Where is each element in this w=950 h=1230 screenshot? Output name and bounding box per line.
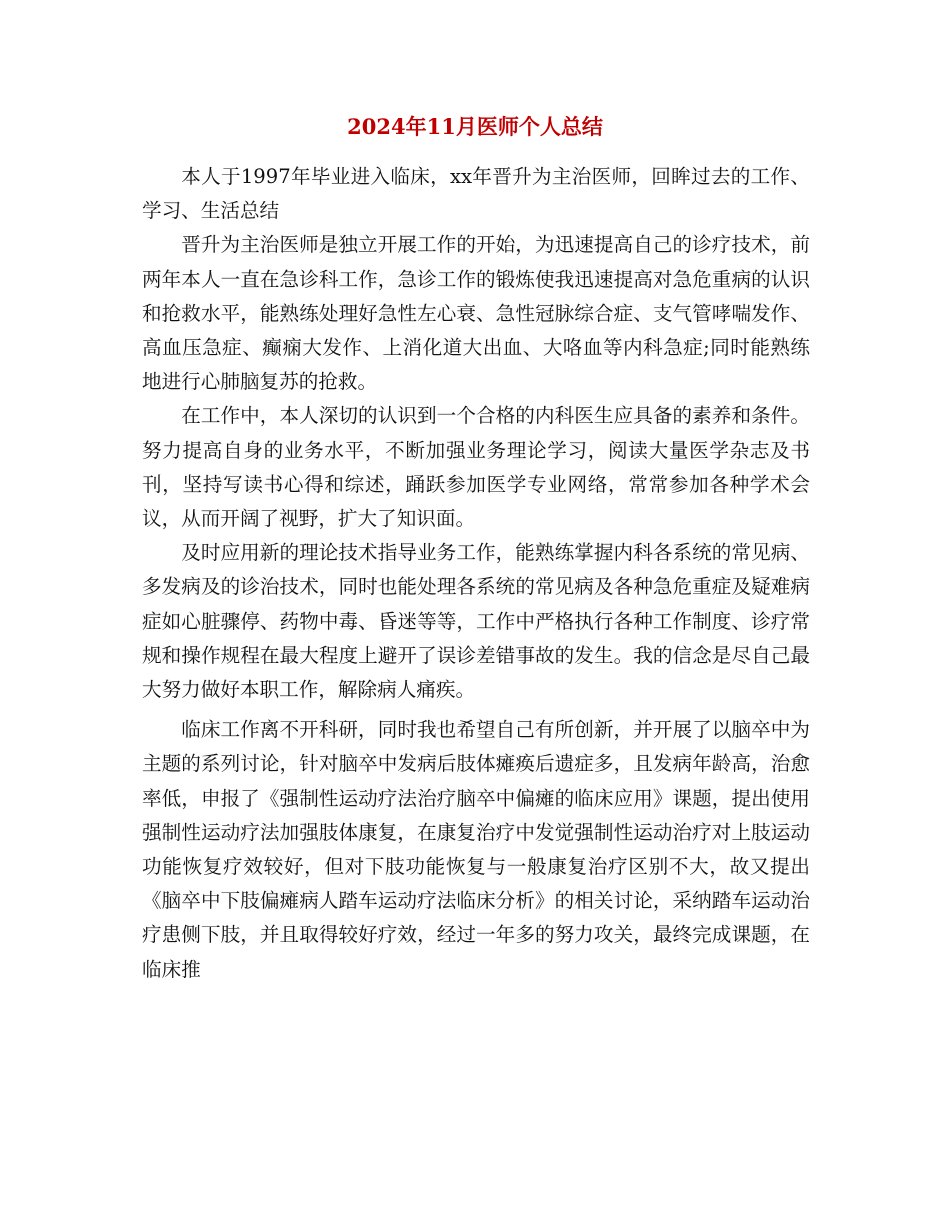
paragraph-clinical-practice: 及时应用新的理论技术指导业务工作，能熟练掌握内科各系统的常见病、多发病及的诊治技术，同时也能处理各系统的常见病及各种急危重症及疑难病症如心脏骤停、药物中毒、昏迷等等，工作中严格执行各种工作制度、诊疗常规和操作规程在最大程度上避开了误诊差错事故的发生。我的信念是尽自己最大努力做好本职工作，解除病人痛疾。 <box>142 541 810 702</box>
paragraph-learning: 在工作中，本人深切的认识到一个合格的内科医生应具备的素养和条件。努力提高自身的业务水平，不断加强业务理论学习，阅读大量医学杂志及书刊，坚持写读书心得和综述，踊跃参加医学专业网络，常常参加各种学术会议，从而开阔了视野，扩大了知识面。 <box>142 404 810 531</box>
document-body <box>142 160 810 987</box>
paragraph-research: 临床工作离不开科研，同时我也希望自己有所创新，并开展了以脑卒中为主题的系列讨论，针对脑卒中发病后肢体瘫痪后遗症多，且发病年龄高，治愈率低，申报了《强制性运动疗法治疗脑卒中偏瘫的临床应用》课题，提出使用强制性运动疗法加强肢体康复，在康复治疗中发觉强制性运动治疗对上肢运动功能恢复疗效较好，但对下肢功能恢复与一般康复治疗区别不大，故又提出《脑卒中下肢偏瘫病人踏车运动疗法临床分析》的相关讨论，采纳踏车运动治疗患侧下肢，并且取得较好疗效，经过一年多的努力攻关，最终完成课题，在临床推 <box>142 718 810 981</box>
document-title: 2024年11月医师个人总结 <box>347 114 603 139</box>
paragraph-intro: 本人于1997年毕业进入临床，xx年晋升为主治医师，回眸过去的工作、学习、生活总结 <box>142 165 810 223</box>
paragraph-emergency-work: 晋升为主治医师是独立开展工作的开始，为迅速提高自己的诊疗技术，前两年本人一直在急诊科工作，急诊工作的锻炼使我迅速提高对急危重病的认识和抢救水平，能熟练处理好急性左心衰、急性冠脉综合症、支气管哮喘发作、高血压急症、癫痫大发作、上消化道大出血、大咯血等内科急症;同时能熟练地进行心肺脑复苏的抢救。 <box>142 233 810 394</box>
